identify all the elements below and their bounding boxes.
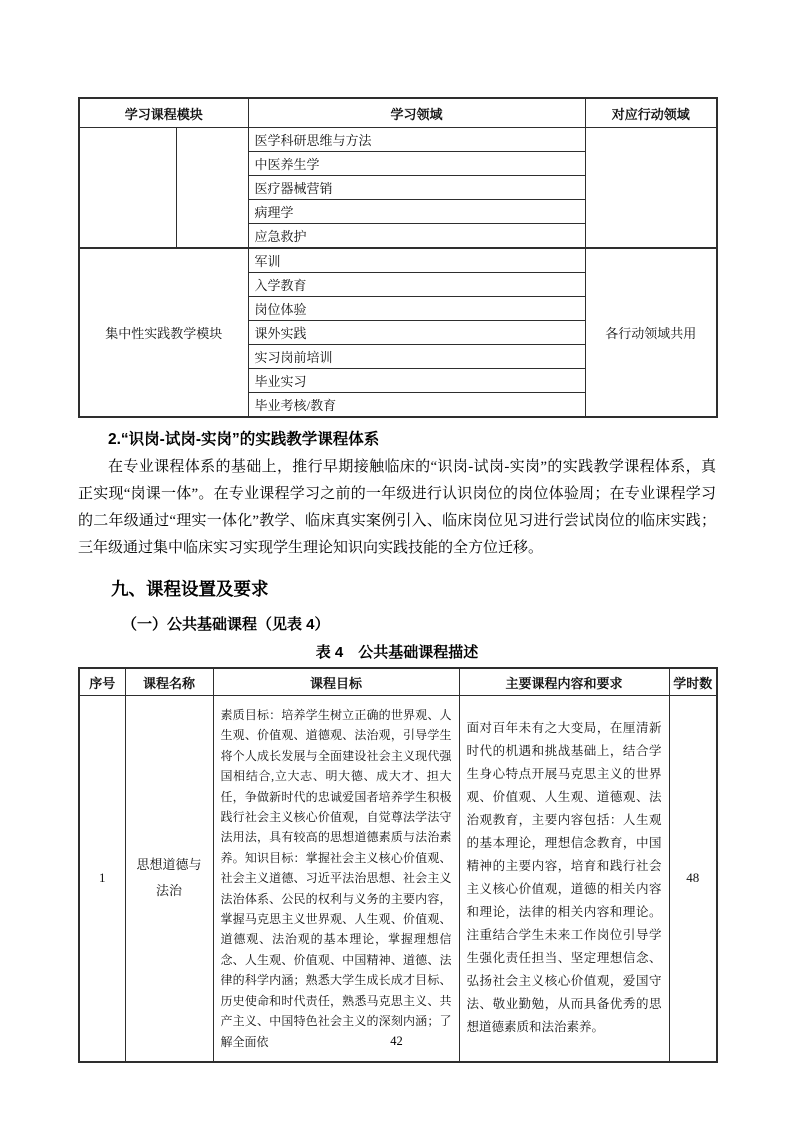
header-module: 学习课程模块 [79,98,248,128]
module-field-table [78,97,718,418]
field-cell: 中医养生学 [248,152,585,176]
table-header-row [79,668,717,696]
table-header-row [79,98,717,128]
table-row [79,128,717,152]
header-action: 对应行动领域 [585,98,717,128]
course-description-table [78,667,718,1063]
field-cell: 病理学 [248,200,585,224]
table-row [79,696,717,1062]
field-cell: 毕业实习 [248,369,585,393]
submodule-cell-empty [176,128,248,249]
course-hours: 48 [669,696,717,1062]
header-content: 主要课程内容和要求 [459,668,669,696]
module-cell: 集中性实践教学模块 [79,248,248,417]
header-index: 序号 [79,668,125,696]
field-cell: 医学科研思维与方法 [248,128,585,152]
table-row [79,248,717,273]
header-hours: 学时数 [669,668,717,696]
course-name: 思想道德与法治 [125,696,213,1062]
practice-system-heading: 2.“识岗-试岗-实岗”的实践教学课程体系 [108,431,380,448]
header-field: 学习领域 [248,98,585,128]
field-cell: 应急救护 [248,224,585,249]
field-cell: 实习岗前培训 [248,345,585,369]
module-cell-empty [79,128,176,249]
page-number: 42 [390,1034,403,1048]
action-cell-empty [585,128,717,249]
field-cell: 入学教育 [248,273,585,297]
section-nine-heading: 九、课程设置及要求 [111,579,269,599]
table4-caption: 表 4 公共基础课程描述 [315,644,479,661]
field-cell: 岗位体验 [248,297,585,321]
field-cell: 课外实践 [248,321,585,345]
practice-system-paragraph: 在专业课程体系的基础上，推行早期接触临床的“识岗-试岗-实岗”的实践教学课程体系，真正实现“岗课一体”。在专业课程学习之前的一年级进行认识岗位的岗位体验周；在专业课程学习的二年级通过“理实一体化”教学、临床真实案例引入、临床岗位见习进行尝试岗位的临床实践；三年级通过集中临床实习实现学生理论知识向实践技能的全方位迁移。 [78,459,716,556]
field-cell: 军训 [248,248,585,273]
field-cell: 毕业考核/教育 [248,393,585,418]
header-course-name: 课程名称 [125,668,213,696]
public-basic-courses-subheading: （一）公共基础课程（见表 4） [122,616,330,633]
course-objectives: 素质目标：培养学生树立正确的世界观、人生观、价值观、道德观、法治观，引导学生将个人成长发展与全面建设社会主义现代强国相结合,立大志、明大德、成大才、担大任，争做新时代的忠诚爱国者培养学生积极践行社会主义核心价值观，自觉尊法学法守法用法，具有较高的思想道德素质与法治素养。知识目标：掌握社会主义核心价值观、社会主义道德、习近平法治思想、社会主义法治体系、公民的权利与义务的主要内容，掌握马克思主义世界观、人生观、价值观、道德观、法治观的基本理论，掌握理想信念、人生观、价值观、中国精神、道德、法律的科学内涵；熟悉大学生成长成才目标、历史使命和时代责任，熟悉马克思主义、共产主义、中国特色社会主义的深刻内涵；了解全面依 [213,696,459,1062]
course-index: 1 [79,696,125,1062]
course-content: 面对百年未有之大变局，在厘清新时代的机遇和挑战基础上，结合学生身心特点开展马克思主义的世界观、价值观、人生观、道德观、法治观教育，主要内容包括：人生观的基本理论，理想信念教育，中国精神的主要内容，培育和践行社会主义核心价值观，道德的相关内容和理论，法律的相关内容和理论。注重结合学生未来工作岗位引导学生强化责任担当、坚定理想信念、弘扬社会主义核心价值观，爱国守法、敬业勤勉，从而具备优秀的思想道德素质和法治素养。 [459,696,669,1062]
action-cell: 各行动领域共用 [585,248,717,417]
field-cell: 医疗器械营销 [248,176,585,200]
header-objectives: 课程目标 [213,668,459,696]
